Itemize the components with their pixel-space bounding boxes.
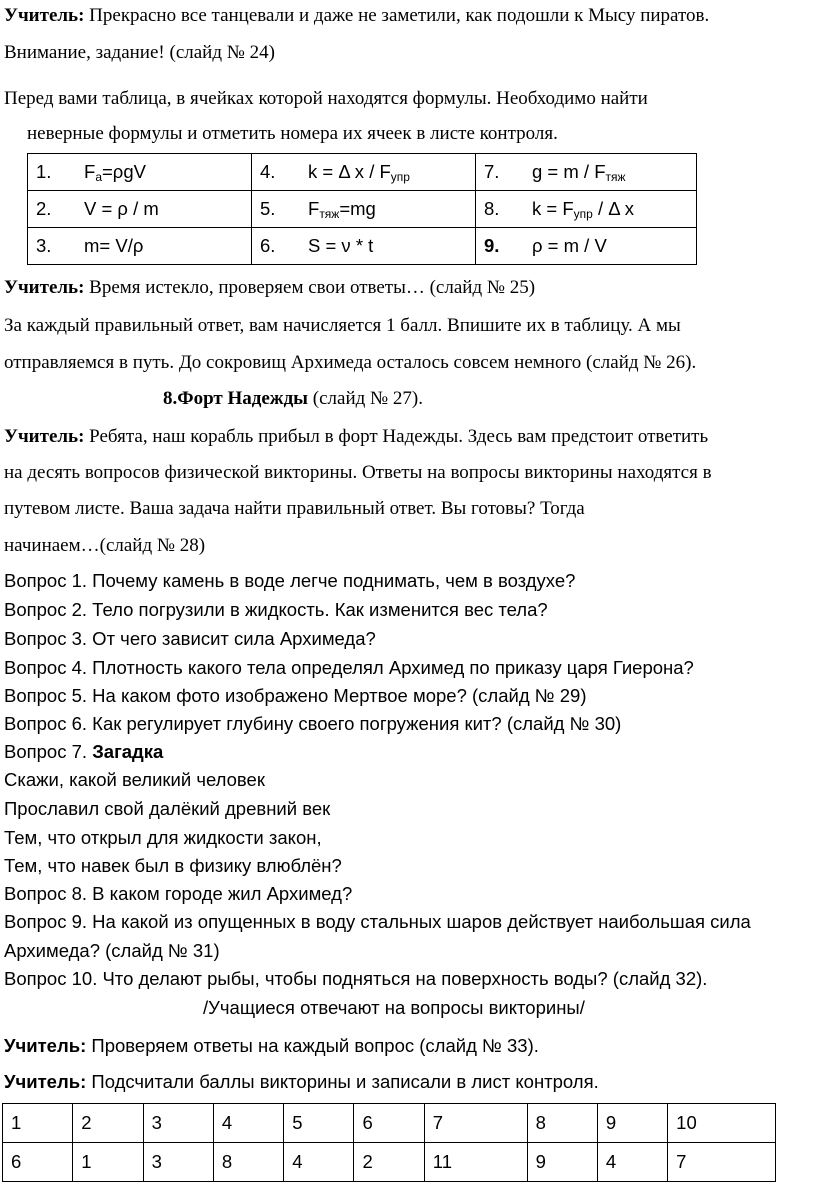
paragraph-line: Внимание, задание! (слайд № 24): [4, 42, 275, 63]
table-row: [28, 154, 697, 191]
section-heading: 8.Форт Надежды (слайд № 27).: [163, 388, 423, 409]
formula-cell: 4. k = Δ x / $F_{упр}$: [252, 154, 476, 191]
table-cell: 2: [354, 1143, 424, 1182]
formula-table: [27, 153, 697, 265]
table-cell: 8: [527, 1104, 597, 1143]
table-cell: 1: [3, 1104, 73, 1143]
paragraph-text: Время истекло, проверяем свои ответы… (слайд № 25): [84, 277, 536, 298]
riddle-line: Тем, что навек был в физику влюблён?: [4, 855, 342, 876]
speaker-label: Учитель:: [4, 426, 85, 447]
table-cell: 3: [143, 1104, 213, 1143]
table-cell: 9: [527, 1143, 597, 1182]
question-7: Вопрос 7. Загадка: [4, 741, 164, 762]
question-9-cont: Архимеда? (слайд № 31): [4, 940, 220, 961]
question-4: Вопрос 4. Плотность какого тела определял Архимед по приказу царя Гиерона?: [4, 657, 694, 678]
question-8: Вопрос 8. В каком городе жил Архимед?: [4, 883, 353, 904]
speaker-label: Учитель:: [4, 1071, 87, 1092]
question-2: Вопрос 2. Тело погрузили в жидкость. Как изменится вес тела?: [4, 599, 548, 620]
table-cell: 5: [284, 1104, 354, 1143]
formula-cell: 9. ρ = m / V: [476, 228, 697, 265]
question-5: Вопрос 5. На каком фото изображено Мертвое море? (слайд № 29): [4, 685, 587, 706]
section-title: 8.Форт Надежды: [163, 388, 309, 409]
table-cell: 6: [3, 1143, 73, 1182]
table-cell: 7: [424, 1104, 527, 1143]
table-cell: 6: [354, 1104, 424, 1143]
paragraph-line: неверные формулы и отметить номера их ячеек в листе контроля.: [27, 123, 558, 144]
table-cell: 4: [284, 1143, 354, 1182]
paragraph-line: Перед вами таблица, в ячейках которой находятся формулы. Необходимо найти: [4, 88, 648, 109]
table-cell: 8: [213, 1143, 283, 1182]
question-9: Вопрос 9. На какой из опущенных в воду стальных шаров действует наибольшая сила: [4, 911, 751, 932]
speaker-label: Учитель:: [4, 1035, 87, 1056]
table-cell: 4: [213, 1104, 283, 1143]
riddle-line: Прославил свой далёкий древний век: [4, 798, 331, 819]
paragraph-text: Проверяем ответы на каждый вопрос (слайд № 33).: [86, 1035, 539, 1056]
table-row: [3, 1104, 776, 1143]
table-cell: 10: [668, 1104, 776, 1143]
paragraph-text: Подсчитали баллы викторины и записали в лист контроля.: [86, 1071, 599, 1092]
paragraph-text: Ребята, наш корабль прибыл в форт Надежды. Здесь вам предстоит ответить: [84, 426, 709, 447]
speaker-label: Учитель:: [4, 5, 85, 26]
paragraph-line: на десять вопросов физической викторины. Ответы на вопросы викторины находятся в: [4, 462, 712, 483]
table-cell: 7: [668, 1143, 776, 1182]
table-cell: 3: [143, 1143, 213, 1182]
paragraph-text: Прекрасно все танцевали и даже не заметили, как подошли к Мысу пиратов.: [84, 5, 710, 26]
paragraph-teacher-2: [4, 278, 535, 297]
paragraph-line: отправляемся в путь. До сокровищ Архимеда осталось совсем немного (слайд № 26).: [4, 352, 697, 373]
table-row: [3, 1143, 776, 1182]
table-row: [28, 228, 697, 265]
table-cell: 2: [73, 1104, 143, 1143]
paragraph-teacher-3: [4, 427, 708, 446]
paragraph-teacher-5: [4, 1073, 599, 1092]
formula-cell: 2. V = ρ / m: [28, 191, 252, 228]
formula-cell: 8. $k = F_{упр} / \Delta$ x: [476, 191, 697, 228]
formula-cell: 3. m= V/ρ: [28, 228, 252, 265]
speaker-label: Учитель:: [4, 277, 85, 298]
students-note: /Учащиеся отвечают на вопросы викторины/: [203, 997, 585, 1018]
paragraph-teacher-1: [4, 6, 709, 25]
formula-cell: 7. $g = m / F_{тяж}$: [476, 154, 697, 191]
paragraph-line: путевом листе. Ваша задача найти правильный ответ. Вы готовы? Тогда: [4, 498, 585, 519]
riddle-line: Скажи, какой великий человек: [4, 769, 265, 790]
paragraph-teacher-4: [4, 1037, 539, 1056]
paragraph-line: начинаем…(слайд № 28): [4, 535, 206, 556]
table-row: [28, 191, 697, 228]
score-table: [2, 1103, 776, 1182]
table-cell: 9: [597, 1104, 667, 1143]
formula-cell: 1. $F_а=\rho gV$: [28, 154, 252, 191]
table-cell: 11: [424, 1143, 527, 1182]
table-cell: 4: [597, 1143, 667, 1182]
question-10: Вопрос 10. Что делают рыбы, чтобы подняться на поверхность воды? (слайд 32).: [4, 968, 708, 989]
formula-cell: 6. S = ν * t: [252, 228, 476, 265]
riddle-line: Тем, что открыл для жидкости закон,: [4, 827, 322, 848]
table-cell: 1: [73, 1143, 143, 1182]
question-1: Вопрос 1. Почему камень в воде легче поднимать, чем в воздухе?: [4, 570, 576, 591]
paragraph-line: За каждый правильный ответ, вам начисляется 1 балл. Впишите их в таблицу. А мы: [4, 315, 681, 336]
question-3: Вопрос 3. От чего зависит сила Архимеда?: [4, 628, 376, 649]
question-6: Вопрос 6. Как регулирует глубину своего погружения кит? (слайд № 30): [4, 713, 622, 734]
formula-cell: 5. $F_{тяж}=mg$: [252, 191, 476, 228]
